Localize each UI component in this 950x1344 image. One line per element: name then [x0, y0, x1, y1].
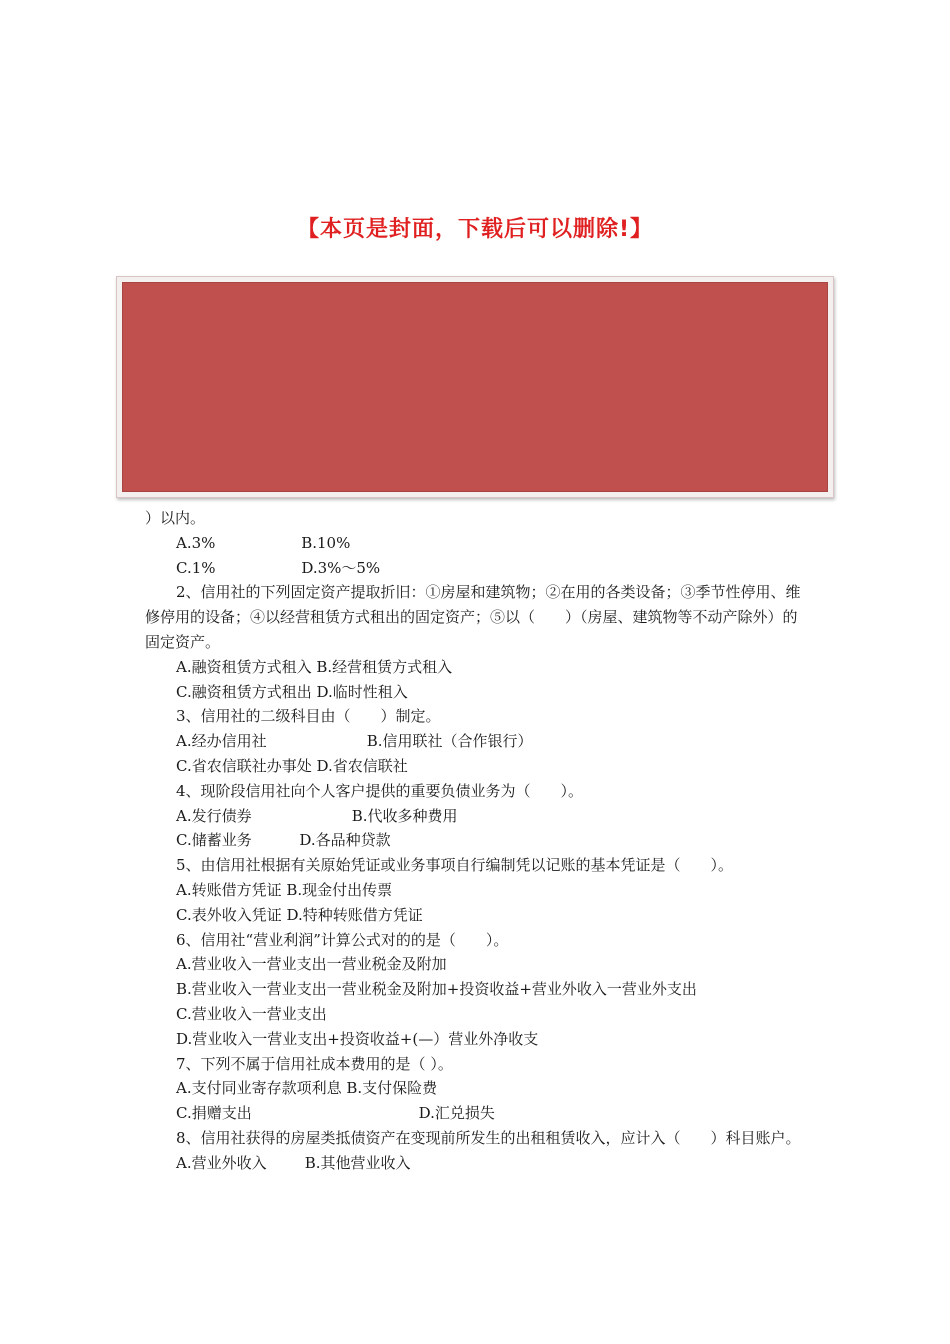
option-line: C.表外收入凭证 D.特种转账借方凭证	[176, 905, 423, 924]
text-line: ）以内。	[145, 509, 206, 527]
cover-title: 【本页是封面，下载后可以删除!】	[296, 217, 654, 242]
option-line: C.融资租赁方式租出 D.临时性租入	[176, 682, 408, 701]
option-line: A.发行债券 B.代收多种费用	[176, 806, 458, 825]
option-line: A.融资租赁方式租入 B.经营租赁方式租入	[176, 657, 453, 676]
option-line: A.营业外收入 B.其他营业收入	[176, 1153, 411, 1172]
cover-banner	[122, 282, 828, 492]
option-line: D.营业收入一营业支出+投资收益+(—）营业外净收支	[176, 1029, 539, 1048]
question-4: 4、现阶段信用社向个人客户提供的重要负债业务为（ ）。	[176, 781, 584, 800]
option-line: C.储蓄业务 D.各品种贷款	[176, 831, 391, 850]
question-3: 3、信用社的二级科目由（ ）制定。	[176, 707, 441, 726]
option-line: C.1% D.3%～5%	[176, 558, 381, 577]
option-line: B.营业收入一营业支出一营业税金及附加+投资收益+营业外收入一营业外支出	[176, 980, 697, 999]
question-2: 2、信用社的下列固定资产提取折旧：①房屋和建筑物；②在用的各类设备；③季节性停用、维修停用的设备；④以经营租赁方式租出的固定资产；⑤以（ ）（房屋、建筑物等不动产除外）的固定资产。	[145, 583, 801, 651]
question-5: 5、由信用社根据有关原始凭证或业务事项自行编制凭以记账的基本凭证是（ ）。	[176, 856, 734, 875]
option-line: A.支付同业寄存款项利息 B.支付保险费	[176, 1079, 438, 1098]
question-8: 8、信用社获得的房屋类抵债资产在变现前所发生的出租租赁收入，应计入（ ）科目账户。	[176, 1128, 801, 1147]
cover-banner-frame	[116, 276, 834, 498]
option-line: C.捐赠支出 D.汇兑损失	[176, 1104, 495, 1123]
option-line: A.经办信用社 B.信用联社（合作银行）	[176, 732, 533, 751]
option-line: A.3% B.10%	[176, 533, 351, 552]
question-6: 6、信用社“营业利润”计算公式对的的是（ ）。	[176, 930, 509, 949]
option-line: C.省农信联社办事处 D.省农信联社	[176, 756, 408, 775]
option-line: C.营业收入一营业支出	[176, 1004, 327, 1023]
option-line: A.营业收入一营业支出一营业税金及附加	[176, 955, 447, 974]
question-7: 7、下列不属于信用社成本费用的是（ ）。	[176, 1054, 453, 1073]
document-body	[145, 506, 810, 1176]
option-line: A.转账借方凭证 B.现金付出传票	[176, 880, 393, 899]
